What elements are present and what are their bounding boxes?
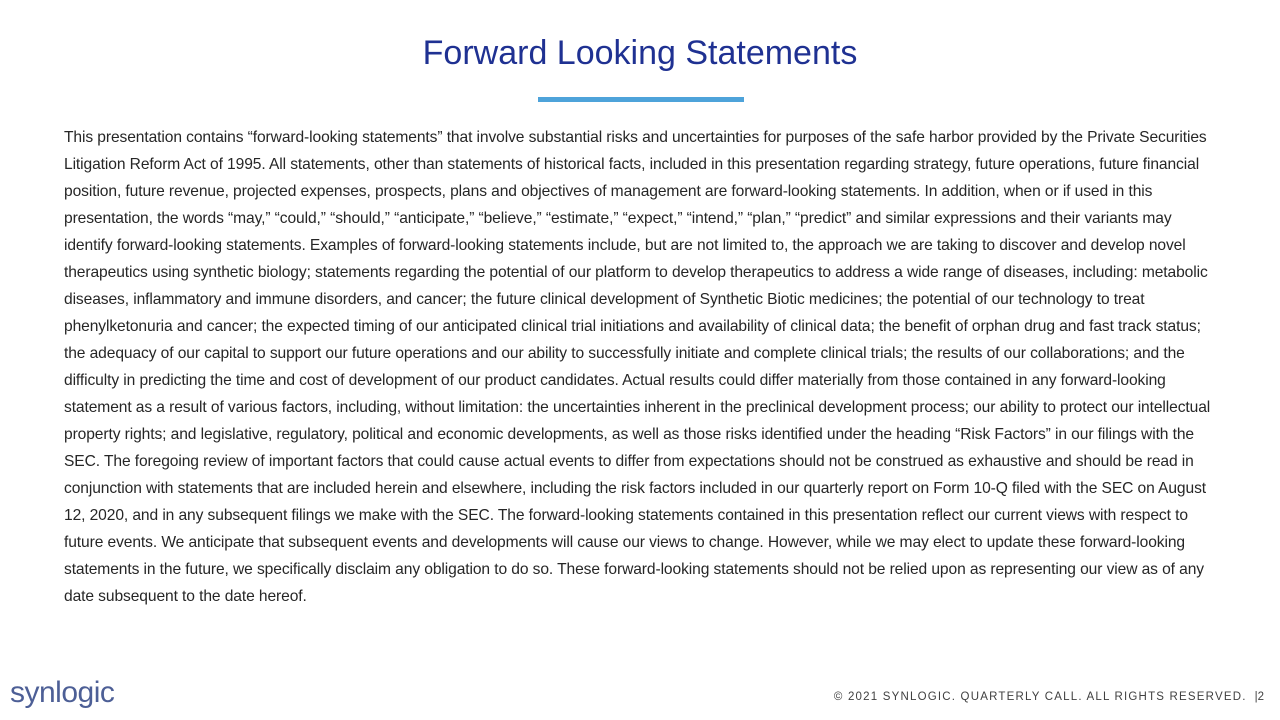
page-number: |2 xyxy=(1254,691,1264,703)
footer xyxy=(834,688,1264,706)
forward-looking-statement-text: This presentation contains “forward-looking statements” that involve substantial risks and uncertainties for purposes of the safe harbor provided by the Private Securities Litigation Reform Act of 1995. All statements, other than statements of historical facts, included in this presentation regarding strategy, future operations, future financial position, future revenue, projected expenses, prospects, plans and objectives of management are forward-looking statements. In addition, when or if used in this presentation, the words “may,” “could,” “should,” “anticipate,” “believe,” “estimate,” “expect,” “intend,” “plan,” “predict” and similar expressions and their variants may identify forward-looking statements. Examples of forward-looking statements include, but are not limited to, the approach we are taking to discover and develop novel therapeutics using synthetic biology; statements regarding the potential of our platform to develop therapeutics to address a wide range of diseases, including: metabolic diseases, inflammatory and immune disorders, and cancer; the future clinical development of Synthetic Biotic medicines; the potential of our technology to treat phenylketonuria and cancer; the expected timing of our anticipated clinical trial initiations and availability of clinical data; the benefit of orphan drug and fast track status; the adequacy of our capital to support our future operations and our ability to successfully initiate and complete clinical trials; the results of our collaborations; and the difficulty in predicting the time and cost of development of our product candidates. Actual results could differ materially from those contained in any forward-looking statement as a result of various factors, including, without limitation: the uncertainties inherent in the preclinical development process; our ability to protect our intellectual property rights; and legislative, regulatory, political and economic developments, as well as those risks identified under the heading “Risk Factors” in our filings with the SEC. The foregoing review of important factors that could cause actual events to differ from expectations should not be construed as exhaustive and should be read in conjunction with statements that are included herein and elsewhere, including the risk factors included in our quarterly report on Form 10-Q filed with the SEC on August 12, 2020, and in any subsequent filings we make with the SEC. The forward-looking statements contained in this presentation reflect our current views with respect to future events. We anticipate that subsequent events and developments will cause our views to change. However, while we may elect to update these forward-looking statements in the future, we specifically disclaim any obligation to do so. These forward-looking statements should not be relied upon as representing our view as of any date subsequent to the date hereof. xyxy=(64,129,1211,605)
slide-title: Forward Looking Statements xyxy=(422,34,858,72)
title-underline xyxy=(538,97,744,102)
synlogic-logo: synlogic xyxy=(10,676,115,709)
copyright-text: © 2021 SYNLOGIC. QUARTERLY CALL. ALL RIGHTS RESERVED. xyxy=(833,691,1247,703)
